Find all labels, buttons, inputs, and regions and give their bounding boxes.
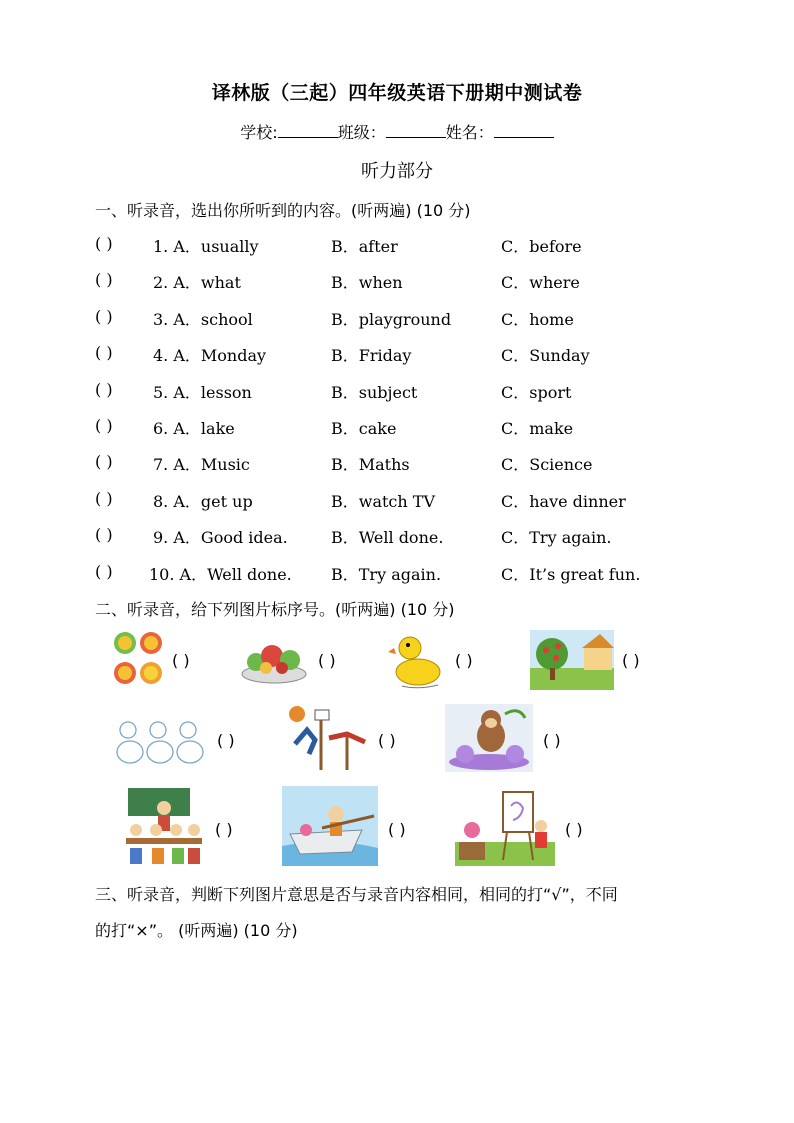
school-blank[interactable] bbox=[278, 123, 338, 138]
section2-heading: 二、听录音，给下列图片标序号。(听两遍) (10 分) bbox=[95, 600, 455, 619]
question-row bbox=[95, 489, 715, 513]
paren-3[interactable]: ( ) bbox=[455, 651, 473, 670]
option-c: C．where bbox=[501, 273, 580, 293]
section-subtitle: 听力部分 bbox=[361, 161, 433, 182]
option-c: C．make bbox=[501, 419, 574, 438]
option-a: 5. A．lesson bbox=[153, 382, 252, 402]
student-info bbox=[0, 120, 794, 143]
paren-6[interactable]: ( ) bbox=[378, 731, 396, 750]
option-c: C．home bbox=[501, 309, 574, 329]
painting-picture bbox=[455, 786, 555, 866]
answer-bracket[interactable]: ( ) bbox=[95, 561, 113, 581]
school-label: 学校: bbox=[240, 123, 278, 142]
class-label: 班级： bbox=[337, 123, 386, 142]
question-row bbox=[95, 525, 715, 549]
paren-9[interactable]: ( ) bbox=[388, 820, 406, 839]
classroom-picture bbox=[118, 786, 210, 868]
farm-picture bbox=[530, 630, 614, 690]
option-c: C．have dinner bbox=[501, 491, 626, 511]
boat-picture bbox=[282, 786, 378, 866]
paren-7[interactable]: ( ) bbox=[543, 731, 561, 750]
option-c: C．It’s great fun. bbox=[501, 564, 641, 584]
salad-picture bbox=[240, 634, 308, 686]
answer-bracket[interactable]: ( ) bbox=[95, 270, 113, 290]
name-blank[interactable] bbox=[494, 123, 554, 138]
answer-bracket[interactable]: ( ) bbox=[95, 452, 113, 472]
section3-line2: 的打“×”。 (听两遍) (10 分) bbox=[95, 921, 298, 940]
paren-10[interactable]: ( ) bbox=[565, 820, 583, 839]
option-a: 10. A．Well done. bbox=[149, 564, 292, 584]
answer-bracket[interactable]: ( ) bbox=[95, 488, 113, 508]
option-b: B．Maths bbox=[331, 455, 410, 475]
answer-bracket[interactable]: ( ) bbox=[95, 525, 113, 545]
question-row bbox=[95, 562, 715, 586]
answer-bracket[interactable]: ( ) bbox=[95, 306, 113, 326]
section1-heading: 一、听录音，选出你所听到的内容。(听两遍) (10 分) bbox=[95, 201, 471, 220]
paren-4[interactable]: ( ) bbox=[622, 651, 640, 670]
option-b: B．when bbox=[331, 273, 403, 293]
option-b: B．playground bbox=[331, 309, 452, 329]
question-row bbox=[95, 343, 715, 367]
option-c: C．Try again. bbox=[501, 528, 612, 548]
answer-bracket[interactable]: ( ) bbox=[95, 416, 113, 435]
monkey-picture bbox=[445, 704, 533, 772]
answer-bracket[interactable]: ( ) bbox=[95, 343, 113, 363]
option-b: B．after bbox=[331, 237, 398, 256]
paren-5[interactable]: ( ) bbox=[217, 731, 235, 750]
option-c: C．Sunday bbox=[501, 346, 590, 366]
option-b: B．cake bbox=[331, 419, 397, 438]
name-label: 姓名： bbox=[445, 123, 494, 142]
page-title: 译林版（三起）四年级英语下册期中测试卷 bbox=[211, 82, 583, 104]
class-blank[interactable] bbox=[386, 123, 446, 138]
paren-1[interactable]: ( ) bbox=[172, 651, 190, 670]
option-a: 8. A．get up bbox=[153, 491, 253, 511]
section3-line1: 三、听录音，判断下列图片意思是否与录音内容相同，相同的打“√”，不同 bbox=[95, 885, 618, 904]
option-a: 4. A．Monday bbox=[153, 346, 267, 366]
sunflowers-picture bbox=[112, 630, 164, 688]
option-c: C．sport bbox=[501, 382, 572, 402]
question-row bbox=[95, 270, 715, 294]
question-row bbox=[95, 452, 715, 476]
option-b: B．subject bbox=[331, 382, 418, 402]
answer-bracket[interactable]: ( ) bbox=[95, 379, 113, 399]
option-b: B．watch TV bbox=[331, 491, 436, 511]
question-row bbox=[95, 380, 715, 404]
option-c: C．before bbox=[501, 237, 582, 256]
answer-bracket[interactable]: ( ) bbox=[95, 234, 113, 253]
option-a: 2. A．what bbox=[153, 273, 241, 293]
duck-picture bbox=[388, 630, 446, 690]
option-a: 9. A．Good idea. bbox=[153, 528, 288, 548]
basketball-picture bbox=[285, 704, 371, 772]
option-b: B．Try again. bbox=[331, 564, 442, 584]
question-row bbox=[95, 416, 715, 440]
question-row bbox=[95, 234, 715, 258]
option-a: 7. A．Music bbox=[153, 455, 250, 475]
option-c: C．Science bbox=[501, 455, 593, 475]
paren-2[interactable]: ( ) bbox=[318, 651, 336, 670]
option-a: 1. A．usually bbox=[153, 237, 259, 256]
question-row bbox=[95, 307, 715, 331]
paren-8[interactable]: ( ) bbox=[215, 820, 233, 839]
option-a: 6. A．lake bbox=[153, 419, 235, 438]
option-b: B．Friday bbox=[331, 346, 412, 366]
option-b: B．Well done. bbox=[331, 528, 444, 548]
option-a: 3. A．school bbox=[153, 309, 253, 329]
ducklings-picture bbox=[112, 710, 208, 770]
